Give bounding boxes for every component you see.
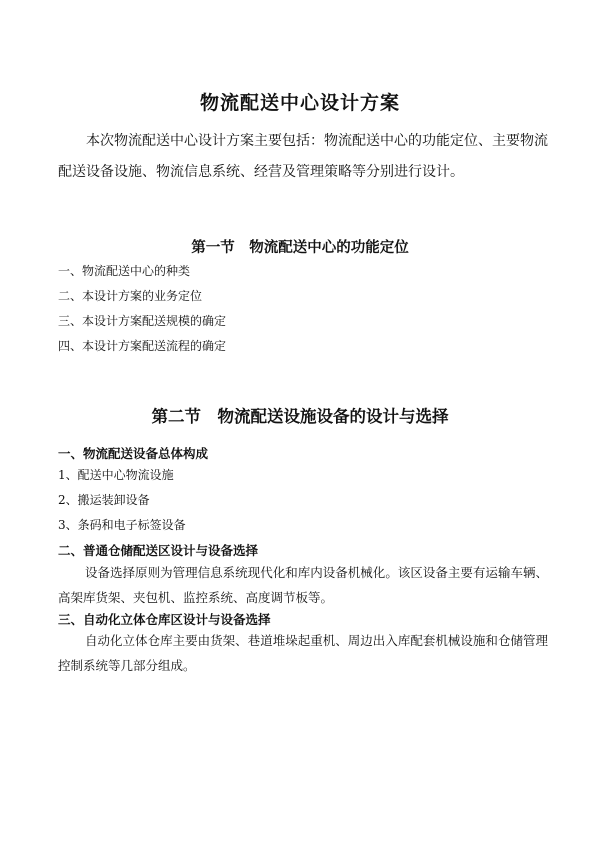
subsection-paragraph: 自动化立体仓库主要由货架、巷道堆垛起重机、周边出入库配套机械设施和仓储管理控制系统等几部分组成。 bbox=[58, 633, 548, 673]
list-item: 四、本设计方案配送流程的确定 bbox=[58, 339, 227, 353]
section1-list bbox=[58, 259, 226, 359]
section2-heading: 第二节 物流配送设施设备的设计与选择 bbox=[151, 407, 449, 426]
section2-equipment-list bbox=[58, 463, 186, 538]
subsection-heading: 三、自动化立体仓库区设计与设备选择 bbox=[58, 612, 271, 627]
list-item: 三、本设计方案配送规模的确定 bbox=[58, 314, 227, 328]
subsection-heading: 二、普通仓储配送区设计与设备选择 bbox=[58, 543, 259, 558]
list-item: 3、条码和电子标签设备 bbox=[58, 518, 186, 532]
subsection-paragraph: 设备选择原则为管理信息系统现代化和库内设备机械化。该区设备主要有运输车辆、高架库货架、夹包机、监控系统、高度调节板等。 bbox=[58, 565, 548, 605]
intro-paragraph: 本次物流配送中心设计方案主要包括：物流配送中心的功能定位、主要物流配送设备设施、物流信息系统、经营及管理策略等分别进行设计。 bbox=[58, 133, 548, 180]
list-item: 1、配送中心物流设施 bbox=[58, 468, 174, 482]
document-title: 物流配送中心设计方案 bbox=[199, 92, 400, 114]
subsection-heading: 一、物流配送设备总体构成 bbox=[58, 446, 209, 461]
list-item: 二、本设计方案的业务定位 bbox=[58, 289, 203, 303]
list-item: 2、搬运装卸设备 bbox=[58, 493, 150, 507]
list-item: 一、物流配送中心的种类 bbox=[58, 264, 191, 278]
section1-heading: 第一节 物流配送中心的功能定位 bbox=[191, 240, 409, 256]
